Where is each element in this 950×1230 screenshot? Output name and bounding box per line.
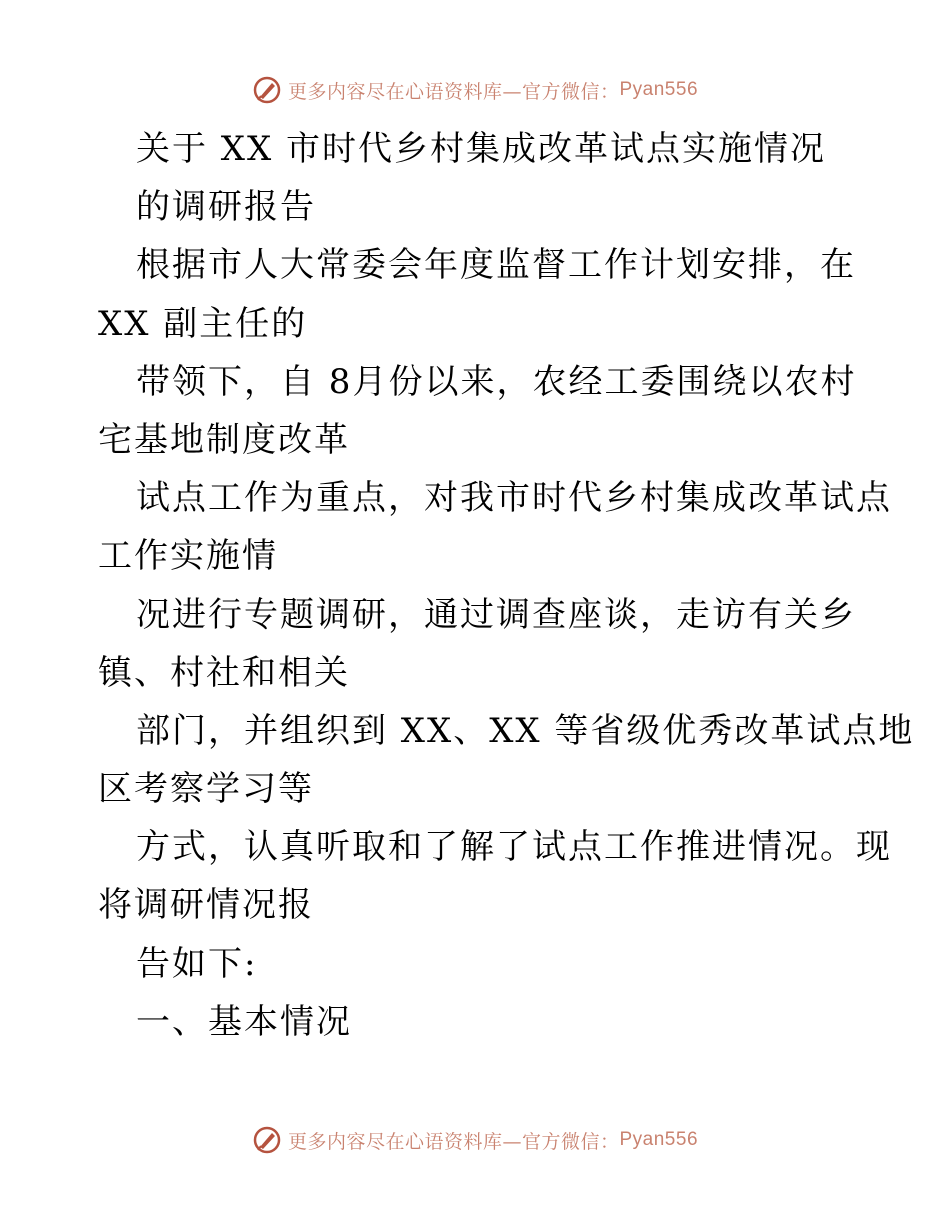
watermark-id: Pyan556 bbox=[619, 1129, 699, 1150]
watermark-footer bbox=[0, 1120, 950, 1160]
doc-line: 告如下: bbox=[136, 943, 258, 984]
document-body bbox=[98, 120, 915, 1051]
doc-line: XX 副主任的 bbox=[98, 303, 308, 344]
doc-line: 带领下，自 8月份以来，农经工委围绕以农村 bbox=[136, 361, 857, 402]
doc-line: 方式，认真听取和了解了试点工作推进情况。现 bbox=[136, 827, 892, 868]
doc-line: 工作实施情 bbox=[98, 536, 278, 577]
doc-line: 况进行专题调研，通过调查座谈，走访有关乡 bbox=[136, 594, 856, 635]
doc-title-line-2: 的调研报告 bbox=[136, 187, 316, 228]
section-heading: 一、基本情况 bbox=[136, 1001, 352, 1042]
doc-line: 区考察学习等 bbox=[98, 769, 314, 810]
watermark-text: 更多内容尽在心语资料库—官方微信： bbox=[287, 80, 620, 103]
quill-circle-icon bbox=[252, 1125, 282, 1155]
doc-line: 试点工作为重点，对我市时代乡村集成改革试点 bbox=[136, 478, 892, 519]
watermark-header bbox=[0, 70, 950, 110]
watermark-id: Pyan556 bbox=[619, 79, 699, 100]
doc-line: 部门，并组织到 XX、XX 等省级优秀改革试点地 bbox=[136, 710, 915, 751]
watermark-text: 更多内容尽在心语资料库—官方微信： bbox=[287, 1130, 620, 1153]
doc-line: 将调研情况报 bbox=[98, 885, 314, 926]
doc-line: 根据市人大常委会年度监督工作计划安排，在 bbox=[136, 245, 856, 286]
doc-line: 宅基地制度改革 bbox=[98, 419, 350, 460]
doc-line: 镇、村社和相关 bbox=[98, 652, 350, 693]
quill-circle-icon bbox=[252, 75, 282, 105]
doc-title-line-1: 关于 XX 市时代乡村集成改革试点实施情况 bbox=[136, 129, 827, 169]
